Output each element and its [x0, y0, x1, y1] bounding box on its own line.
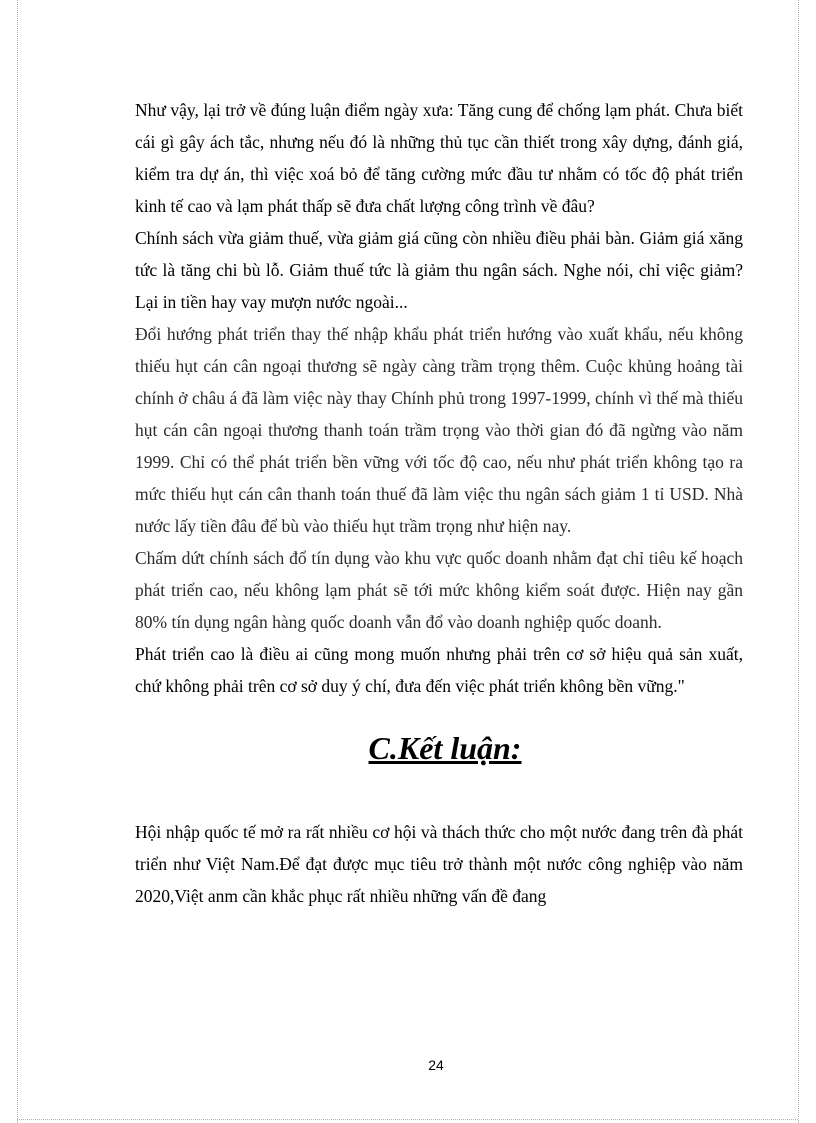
paragraph-sustainable-growth: Phát triển cao là điều ai cũng mong muốn nhưng phải trên cơ sở hiệu quả sản xuất, chứ không phải trên cơ sở duy ý chí, đưa đến việc phát triển không bền vững."	[135, 644, 743, 696]
page-border-bottom	[17, 1119, 798, 1120]
paragraph-state-credit: Chấm dứt chính sách đổ tín dụng vào khu vực quốc doanh nhằm đạt chỉ tiêu kế hoạch phát triển cao, nếu không lạm phát sẽ tới mức không kiểm soát được. Hiện nay gần 80% tín dụng ngân hàng quốc doanh vẫn đổ vào doanh nghiệp quốc doanh.	[135, 548, 743, 632]
page-content	[135, 94, 743, 912]
page-border-left	[17, 0, 18, 1123]
paragraph-tax-policy: Chính sách vừa giảm thuế, vừa giảm giá cũng còn nhiều điều phải bàn. Giảm giá xăng tức là tăng chi bù lỗ. Giảm thuế tức là giảm thu ngân sách. Nghe nói, chỉ việc giảm? Lại in tiền hay vay mượn nước ngoài...	[135, 228, 743, 312]
paragraph-inflation-supply: Như vậy, lại trở về đúng luận điểm ngày xưa: Tăng cung để chống lạm phát. Chưa biết cái gì gây ách tắc, nhưng nếu đó là những thủ tục cần thiết trong xây dựng, đánh giá, kiểm tra dự án, thì việc xoá bỏ để tăng cường mức đầu tư nhằm có tốc độ phát triển kinh tế cao và lạm phát thấp sẽ đưa chất lượng công trình về đâu?	[135, 100, 743, 216]
page-border-right	[798, 0, 799, 1123]
page-number: 24	[428, 1057, 444, 1073]
section-heading-conclusion: C.Kết luận:	[368, 730, 522, 766]
paragraph-conclusion: Hội nhập quốc tế mở ra rất nhiều cơ hội và thách thức cho một nước đang trên đà phát triển như Việt Nam.Để đạt được mục tiêu trở thành một nước công nghiệp vào năm 2020,Việt anm cần khắc phục rất nhiều những vấn đề đang	[135, 822, 743, 906]
paragraph-export-orientation: Đổi hướng phát triển thay thế nhập khẩu phát triển hướng vào xuất khẩu, nếu không thiếu hụt cán cân ngoại thương sẽ ngày càng trầm trọng thêm. Cuộc khủng hoảng tài chính ở châu á đã làm việc này thay Chính phủ trong 1997-1999, chính vì thế mà thiếu hụt cán cân ngoại thương thanh toán trầm trọng vào thời gian đó đã ngừng vào năm 1999. Chỉ có thể phát triển bền vững với tốc độ cao, nếu như phát triển không tạo ra mức thiếu hụt cán cân thanh toán thuế đã làm việc thu ngân sách giảm 1 tỉ USD. Nhà nước lấy tiền đâu để bù vào thiếu hụt trầm trọng như hiện nay.	[135, 324, 743, 536]
